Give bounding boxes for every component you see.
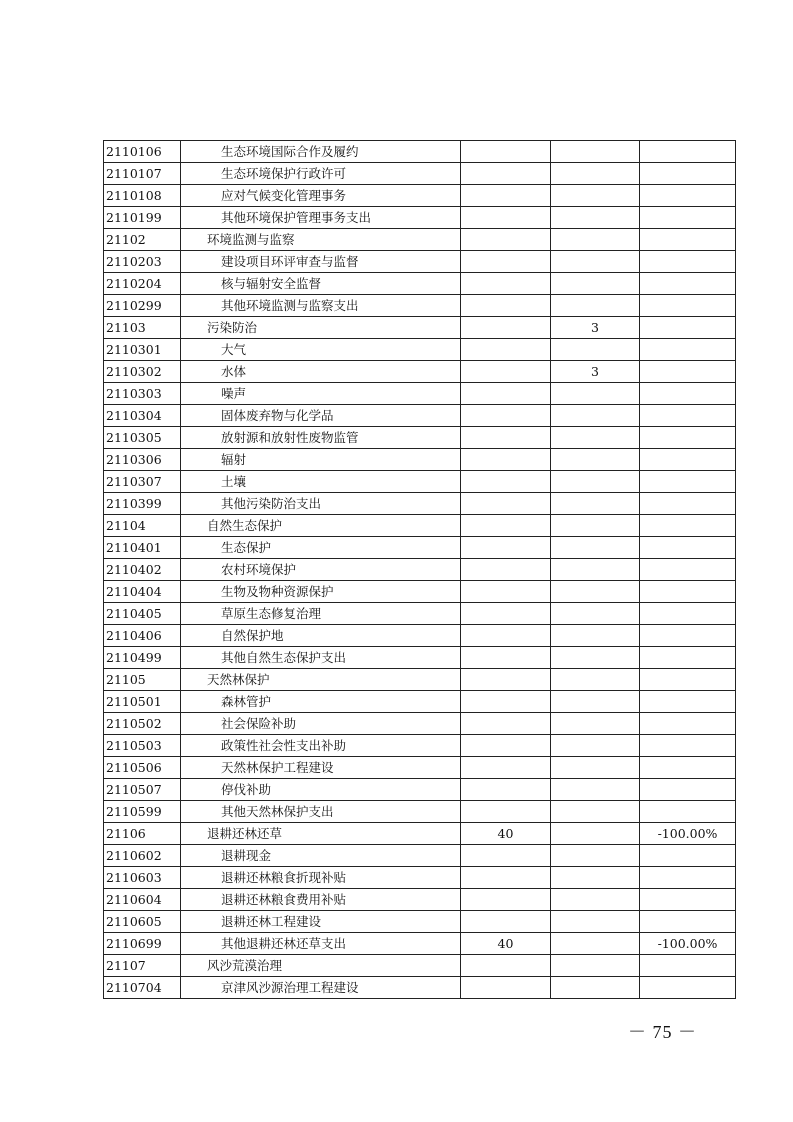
row-value-a (461, 405, 551, 427)
row-value-b (551, 471, 640, 493)
row-value-b (551, 559, 640, 581)
row-value-b (551, 273, 640, 295)
row-value-a (461, 515, 551, 537)
row-value-b (551, 691, 640, 713)
row-name: 退耕还林粮食折现补贴 (181, 867, 461, 889)
table-row (104, 141, 736, 163)
table-row (104, 757, 736, 779)
row-value-a (461, 757, 551, 779)
row-value-c (640, 537, 736, 559)
row-code: 21106 (104, 823, 181, 845)
row-value-c (640, 295, 736, 317)
row-value-c (640, 603, 736, 625)
row-value-b (551, 823, 640, 845)
row-value-c (640, 493, 736, 515)
row-value-a (461, 383, 551, 405)
row-name: 应对气候变化管理事务 (181, 185, 461, 207)
table-row (104, 559, 736, 581)
row-value-c (640, 889, 736, 911)
row-value-b: 3 (551, 317, 640, 339)
row-value-a (461, 229, 551, 251)
row-name: 退耕还林还草 (181, 823, 461, 845)
table-row (104, 955, 736, 977)
row-value-b (551, 757, 640, 779)
row-value-c (640, 559, 736, 581)
row-name: 其他自然生态保护支出 (181, 647, 461, 669)
row-value-c (640, 317, 736, 339)
row-value-c (640, 691, 736, 713)
table-row (104, 515, 736, 537)
table-row (104, 273, 736, 295)
row-value-a (461, 867, 551, 889)
row-value-b (551, 933, 640, 955)
row-name: 生态环境国际合作及履约 (181, 141, 461, 163)
row-value-a (461, 955, 551, 977)
table-row (104, 449, 736, 471)
row-value-c: -100.00% (640, 933, 736, 955)
row-name: 其他污染防治支出 (181, 493, 461, 515)
page-number: － 75 － (628, 1022, 697, 1042)
row-value-c (640, 427, 736, 449)
row-value-c (640, 163, 736, 185)
row-value-b (551, 581, 640, 603)
row-name: 京津风沙源治理工程建设 (181, 977, 461, 999)
row-value-b (551, 405, 640, 427)
row-value-a: 40 (461, 933, 551, 955)
table-row (104, 471, 736, 493)
row-value-b (551, 911, 640, 933)
row-value-a (461, 471, 551, 493)
row-value-c (640, 735, 736, 757)
row-value-c (640, 647, 736, 669)
row-value-b (551, 845, 640, 867)
row-value-b (551, 427, 640, 449)
row-name: 其他退耕还林还草支出 (181, 933, 461, 955)
row-value-c (640, 955, 736, 977)
row-name: 农村环境保护 (181, 559, 461, 581)
table-row (104, 977, 736, 999)
table-row (104, 735, 736, 757)
row-code: 2110106 (104, 141, 181, 163)
row-value-a (461, 537, 551, 559)
row-code: 2110204 (104, 273, 181, 295)
row-value-a: 40 (461, 823, 551, 845)
row-code: 2110503 (104, 735, 181, 757)
row-value-a (461, 669, 551, 691)
row-value-a (461, 889, 551, 911)
row-value-a (461, 801, 551, 823)
row-value-a (461, 559, 551, 581)
row-value-b (551, 449, 640, 471)
row-value-b (551, 669, 640, 691)
row-value-c (640, 801, 736, 823)
row-value-b (551, 141, 640, 163)
row-value-b (551, 713, 640, 735)
table-row (104, 713, 736, 735)
row-value-a (461, 449, 551, 471)
row-value-c (640, 141, 736, 163)
table-row (104, 185, 736, 207)
table-row (104, 691, 736, 713)
row-name: 生物及物种资源保护 (181, 581, 461, 603)
row-value-a (461, 339, 551, 361)
table-row (104, 493, 736, 515)
row-value-a (461, 141, 551, 163)
row-value-a (461, 603, 551, 625)
row-name: 政策性社会性支出补助 (181, 735, 461, 757)
row-value-c (640, 207, 736, 229)
table-row (104, 361, 736, 383)
row-name: 退耕现金 (181, 845, 461, 867)
row-value-b (551, 955, 640, 977)
row-value-b (551, 295, 640, 317)
row-value-a (461, 713, 551, 735)
budget-table (103, 140, 736, 999)
table-row (104, 823, 736, 845)
table-row (104, 625, 736, 647)
row-value-b (551, 185, 640, 207)
row-value-a (461, 691, 551, 713)
row-value-a (461, 273, 551, 295)
row-code: 2110699 (104, 933, 181, 955)
row-value-a (461, 251, 551, 273)
row-value-a (461, 493, 551, 515)
row-name: 大气 (181, 339, 461, 361)
table-row (104, 867, 736, 889)
table-row (104, 779, 736, 801)
row-name: 环境监测与监察 (181, 229, 461, 251)
row-value-b (551, 163, 640, 185)
table-row (104, 163, 736, 185)
row-name: 自然生态保护 (181, 515, 461, 537)
row-code: 2110402 (104, 559, 181, 581)
row-code: 2110704 (104, 977, 181, 999)
row-value-b (551, 339, 640, 361)
table-row (104, 603, 736, 625)
row-name: 天然林保护 (181, 669, 461, 691)
row-code: 2110401 (104, 537, 181, 559)
row-code: 2110506 (104, 757, 181, 779)
row-value-c (640, 515, 736, 537)
row-value-b (551, 867, 640, 889)
row-code: 2110306 (104, 449, 181, 471)
row-code: 2110604 (104, 889, 181, 911)
table-row (104, 669, 736, 691)
row-value-c (640, 911, 736, 933)
row-code: 2110108 (104, 185, 181, 207)
row-value-c (640, 867, 736, 889)
row-code: 2110404 (104, 581, 181, 603)
row-value-b (551, 735, 640, 757)
row-value-b (551, 207, 640, 229)
row-name: 停伐补助 (181, 779, 461, 801)
table-row (104, 339, 736, 361)
row-name: 天然林保护工程建设 (181, 757, 461, 779)
table-row (104, 295, 736, 317)
row-value-a (461, 779, 551, 801)
table-row (104, 229, 736, 251)
row-name: 核与辐射安全监督 (181, 273, 461, 295)
row-name: 退耕还林工程建设 (181, 911, 461, 933)
row-value-b (551, 889, 640, 911)
row-name: 固体废弃物与化学品 (181, 405, 461, 427)
row-name: 污染防治 (181, 317, 461, 339)
row-value-c (640, 669, 736, 691)
row-value-c (640, 779, 736, 801)
row-code: 2110304 (104, 405, 181, 427)
row-name: 风沙荒漠治理 (181, 955, 461, 977)
row-code: 2110502 (104, 713, 181, 735)
row-code: 2110405 (104, 603, 181, 625)
row-value-a (461, 625, 551, 647)
row-value-a (461, 185, 551, 207)
row-name: 其他天然林保护支出 (181, 801, 461, 823)
row-code: 21105 (104, 669, 181, 691)
row-value-a (461, 207, 551, 229)
row-name: 退耕还林粮食费用补贴 (181, 889, 461, 911)
row-code: 2110602 (104, 845, 181, 867)
row-value-a (461, 295, 551, 317)
row-value-c (640, 405, 736, 427)
table-row (104, 383, 736, 405)
row-value-b (551, 383, 640, 405)
row-value-b (551, 251, 640, 273)
row-name: 土壤 (181, 471, 461, 493)
row-name: 噪声 (181, 383, 461, 405)
row-value-b (551, 801, 640, 823)
table-row (104, 845, 736, 867)
row-code: 2110501 (104, 691, 181, 713)
row-code: 2110107 (104, 163, 181, 185)
row-code: 2110199 (104, 207, 181, 229)
row-code: 21102 (104, 229, 181, 251)
row-value-c (640, 185, 736, 207)
row-name: 辐射 (181, 449, 461, 471)
row-name: 放射源和放射性废物监管 (181, 427, 461, 449)
table-row (104, 647, 736, 669)
row-value-a (461, 977, 551, 999)
table-row (104, 427, 736, 449)
row-code: 2110299 (104, 295, 181, 317)
row-value-b (551, 647, 640, 669)
row-value-a (461, 427, 551, 449)
row-value-a (461, 581, 551, 603)
row-code: 2110603 (104, 867, 181, 889)
row-name: 自然保护地 (181, 625, 461, 647)
row-code: 2110305 (104, 427, 181, 449)
row-value-b (551, 779, 640, 801)
table-row (104, 801, 736, 823)
table-row (104, 405, 736, 427)
row-code: 2110301 (104, 339, 181, 361)
row-code: 2110203 (104, 251, 181, 273)
row-value-b (551, 977, 640, 999)
row-name: 生态环境保护行政许可 (181, 163, 461, 185)
row-value-c (640, 339, 736, 361)
table-row (104, 251, 736, 273)
row-value-b (551, 537, 640, 559)
table-row (104, 207, 736, 229)
row-value-b (551, 515, 640, 537)
row-code: 2110507 (104, 779, 181, 801)
row-code: 2110303 (104, 383, 181, 405)
table-row (104, 537, 736, 559)
row-value-a (461, 361, 551, 383)
row-value-c (640, 229, 736, 251)
row-code: 2110302 (104, 361, 181, 383)
row-name: 其他环境保护管理事务支出 (181, 207, 461, 229)
row-value-a (461, 735, 551, 757)
row-code: 21107 (104, 955, 181, 977)
row-value-c (640, 757, 736, 779)
row-name: 建设项目环评审查与监督 (181, 251, 461, 273)
row-value-c (640, 471, 736, 493)
row-value-b (551, 625, 640, 647)
row-value-b (551, 493, 640, 515)
row-value-c (640, 845, 736, 867)
row-name: 生态保护 (181, 537, 461, 559)
row-value-a (461, 845, 551, 867)
row-value-c (640, 251, 736, 273)
row-code: 2110605 (104, 911, 181, 933)
row-code: 2110499 (104, 647, 181, 669)
row-value-c (640, 581, 736, 603)
table-row (104, 581, 736, 603)
table-row (104, 911, 736, 933)
table-row (104, 889, 736, 911)
row-code: 2110599 (104, 801, 181, 823)
row-value-c (640, 449, 736, 471)
row-value-c (640, 713, 736, 735)
row-value-c (640, 977, 736, 999)
row-name: 草原生态修复治理 (181, 603, 461, 625)
row-code: 21104 (104, 515, 181, 537)
row-code: 2110406 (104, 625, 181, 647)
row-value-c: -100.00% (640, 823, 736, 845)
row-value-b: 3 (551, 361, 640, 383)
row-code: 21103 (104, 317, 181, 339)
row-value-a (461, 911, 551, 933)
table-row (104, 933, 736, 955)
row-value-a (461, 163, 551, 185)
row-name: 森林管护 (181, 691, 461, 713)
row-value-a (461, 647, 551, 669)
row-value-c (640, 383, 736, 405)
row-name: 其他环境监测与监察支出 (181, 295, 461, 317)
row-value-c (640, 273, 736, 295)
row-value-c (640, 625, 736, 647)
table-row (104, 317, 736, 339)
row-code: 2110399 (104, 493, 181, 515)
row-value-a (461, 317, 551, 339)
row-code: 2110307 (104, 471, 181, 493)
row-value-b (551, 229, 640, 251)
table-body (104, 141, 736, 999)
row-name: 社会保险补助 (181, 713, 461, 735)
row-name: 水体 (181, 361, 461, 383)
row-value-c (640, 361, 736, 383)
row-value-b (551, 603, 640, 625)
